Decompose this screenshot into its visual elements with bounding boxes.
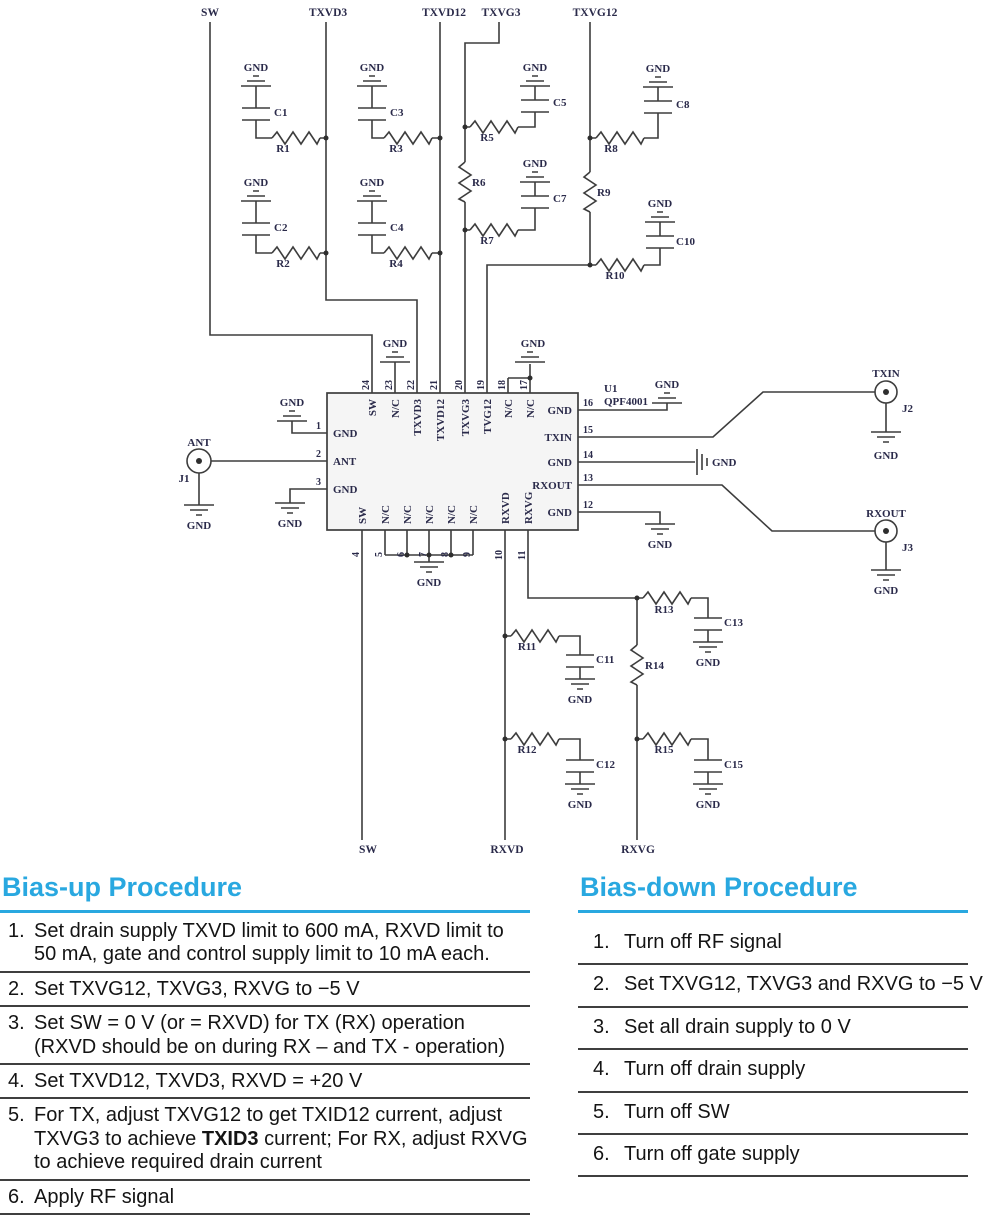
step-text: Set TXVG12, TXVG3 and RXVG to −5 V: [624, 973, 983, 996]
pin-number-21: 21: [429, 380, 440, 390]
ic-part: QPF4001: [604, 396, 648, 408]
gnd-label: GND: [520, 338, 546, 350]
resistor-r13: [643, 592, 691, 604]
pin-number-13: 13: [583, 473, 593, 484]
bias-up-step-6: [0, 1181, 530, 1215]
pin-name-12: GND: [547, 507, 572, 519]
pin-name-20: TXVG3: [460, 399, 472, 437]
ground-icon: [520, 172, 550, 182]
pin-number-4: 4: [351, 552, 362, 557]
connector-label-ant: ANT: [187, 437, 211, 449]
capacitor-c10: [646, 236, 674, 248]
step-text-bold: TXID3: [201, 1127, 259, 1150]
step-number: 2.: [8, 977, 25, 1000]
ground-icon: [184, 505, 214, 515]
bottom-label-rxvd: RXVD: [490, 844, 524, 856]
rc-network-wires: [256, 86, 660, 265]
step-text: Set drain supply TXVD limit to 600 mA, RXVD limit to 50 mA, gate and control supply limit to 10 mA each.: [34, 920, 504, 966]
pin-name-2: ANT: [333, 456, 357, 468]
res-label-r5: R5: [480, 132, 494, 144]
pin-number-22: 22: [406, 380, 417, 390]
pin-name-7: N/C: [424, 505, 436, 524]
step-text: Set TXVD12, TXVD3, RXVD = +20 V: [34, 1070, 363, 1092]
gnd-label: GND: [416, 577, 442, 589]
cap-label-c5: C5: [553, 97, 567, 109]
cap-label-c1: C1: [274, 107, 288, 119]
cap-label-c4: C4: [390, 222, 404, 234]
cap-label-c11: C11: [596, 654, 615, 666]
pin-name-18: N/C: [503, 399, 515, 418]
pin-name-16: GND: [547, 405, 572, 417]
ground-icon: [871, 570, 901, 580]
bias-up-step-4: [0, 1065, 530, 1099]
bias-down-step-6: [578, 1135, 968, 1177]
capacitor-c11: [566, 655, 594, 667]
res-label-r13: R13: [654, 604, 674, 616]
res-label-r6: R6: [472, 177, 486, 189]
res-label-r12: R12: [517, 744, 537, 756]
resistor-r9: [584, 172, 596, 212]
step-text: Turn off drain supply: [624, 1058, 806, 1081]
pin-name-21: TXVD12: [435, 399, 447, 442]
bias-down-step-5: [578, 1093, 968, 1135]
gnd-label: GND: [654, 379, 680, 391]
res-label-r10: R10: [605, 270, 625, 282]
pin-number-18: 18: [497, 380, 508, 390]
gnd-label: GND: [645, 63, 671, 75]
supply-label-txvg3: TXVG3: [481, 7, 521, 19]
ground-icon: [693, 642, 723, 652]
step-text: Turn off SW: [624, 1100, 730, 1123]
connector-label-rxout: RXOUT: [866, 508, 906, 520]
ground-icon: [645, 524, 675, 534]
res-label-r4: R4: [389, 258, 403, 270]
step-text: [34, 1104, 530, 1174]
gnd-label: GND: [243, 177, 269, 189]
step-number: 5.: [8, 1104, 25, 1127]
cap-label-c2: C2: [274, 222, 288, 234]
ground-icon: [693, 784, 723, 794]
pin-number-17: 17: [519, 380, 530, 390]
bottom-label-rxvg: RXVG: [621, 844, 655, 856]
bias-up-procedure: [0, 872, 530, 1215]
gnd-label: GND: [522, 158, 548, 170]
ground-icon: [871, 432, 901, 442]
ground-icon: [277, 411, 307, 421]
pin-name-9: N/C: [468, 505, 480, 524]
cap-label-c10: C10: [676, 236, 695, 248]
gnd-label: GND: [186, 520, 212, 532]
gnd-label: GND: [567, 799, 593, 811]
pin-number-2: 2: [316, 449, 321, 460]
ground-icon: [241, 191, 271, 201]
pin-name-5: N/C: [380, 505, 392, 524]
connector-refdes-j3: J3: [902, 542, 913, 554]
pin-name-17: N/C: [525, 399, 537, 418]
pin-name-13: RXOUT: [532, 480, 572, 492]
res-label-r9: R9: [597, 187, 611, 199]
step-text-pre: For TX, adjust TXVG12 to get TXID12 current, adjust TXVG3 to achieve: [34, 1104, 503, 1150]
ground-icon: [645, 212, 675, 222]
gnd-label: GND: [695, 657, 721, 669]
supply-label-txvd3: TXVD3: [308, 7, 348, 19]
supply-label-txvg12: TXVG12: [572, 7, 618, 19]
supply-label-sw: SW: [201, 7, 219, 19]
gnd-label: GND: [873, 450, 899, 462]
pin-number-12: 12: [583, 500, 593, 511]
gnd-label: GND: [712, 457, 737, 469]
bias-down-step-1: [578, 923, 968, 965]
step-text-post: current; For RX, adjust RXVG to achieve required drain current: [34, 1127, 528, 1174]
bias-up-step-3: [0, 1007, 530, 1065]
step-number: 6.: [593, 1143, 610, 1165]
gnd-label: GND: [567, 694, 593, 706]
pin-number-5: 5: [374, 552, 385, 557]
resistor-r8: [596, 132, 644, 144]
res-label-r2: R2: [276, 258, 290, 270]
step-text: Turn off RF signal: [624, 931, 782, 954]
bias-up-step-2: [0, 973, 530, 1007]
gnd-label: GND: [277, 518, 303, 530]
bias-up-step-5: [0, 1099, 530, 1180]
ground-icon: [357, 191, 387, 201]
resistor-r7: [470, 224, 518, 236]
ant-connector-pin: [196, 458, 202, 464]
resistor-r6: [459, 162, 471, 202]
gnd-label: GND: [647, 539, 673, 551]
gnd-label: GND: [359, 62, 385, 74]
step-number: 6.: [8, 1185, 25, 1208]
capacitor-c1: [242, 108, 270, 120]
step-number: 1.: [8, 920, 25, 943]
pin-number-24: 24: [361, 380, 372, 390]
pin-number-16: 16: [583, 398, 593, 409]
capacitor-c13: [694, 618, 722, 630]
cap-label-c13: C13: [724, 617, 743, 629]
capacitor-c3: [358, 108, 386, 120]
ground-icon: [515, 352, 545, 362]
gnd-label: GND: [279, 397, 305, 409]
step-number: 3.: [8, 1012, 25, 1035]
step-text: Set TXVG12, TXVG3, RXVG to −5 V: [34, 977, 360, 1000]
ground-icon: [414, 562, 444, 572]
step-text: Apply RF signal: [34, 1185, 175, 1208]
capacitor-c2: [242, 223, 270, 235]
step-text: Turn off gate supply: [624, 1143, 800, 1165]
pin-number-14: 14: [583, 450, 593, 461]
pin-number-7: 7: [418, 552, 429, 557]
bias-up-title-rule: [0, 910, 530, 913]
txin-connector-pin: [883, 389, 889, 395]
bias-down-step-4: [578, 1050, 968, 1092]
gnd-label: GND: [695, 799, 721, 811]
step-number: 1.: [593, 931, 610, 954]
bias-down-procedure: [578, 872, 983, 1177]
pin-name-1: GND: [333, 428, 358, 440]
step-number: 4.: [8, 1070, 25, 1092]
ground-icon: [643, 77, 673, 87]
pin-number-11: 11: [517, 550, 528, 560]
pin-name-14: GND: [547, 457, 572, 469]
capacitor-c4: [358, 223, 386, 235]
gnd-label: GND: [243, 62, 269, 74]
supply-label-txvd12: TXVD12: [421, 7, 467, 19]
pin-number-9: 9: [462, 552, 473, 557]
capacitor-c8: [644, 101, 672, 113]
pin-number-1: 1: [316, 421, 321, 432]
gnd-label: GND: [522, 62, 548, 74]
connector-refdes-j2: J2: [902, 403, 913, 415]
resistor-r14: [631, 645, 643, 685]
pin-name-24: SW: [367, 399, 379, 417]
step-text: Set all drain supply to 0 V: [624, 1015, 851, 1038]
pin-name-6: N/C: [402, 505, 414, 524]
bias-down-title-rule: [578, 910, 968, 913]
cap-label-c7: C7: [553, 193, 567, 205]
capacitor-c12: [566, 760, 594, 772]
ground-icon: [520, 76, 550, 86]
bias-down-steps: [578, 923, 983, 1177]
connector-label-txin: TXIN: [872, 368, 900, 380]
bias-up-steps: [0, 915, 530, 1215]
cap-label-c15: C15: [724, 759, 743, 771]
res-label-r15: R15: [654, 744, 674, 756]
connector-refdes-j1: J1: [178, 473, 190, 485]
cap-label-c8: C8: [676, 99, 690, 111]
pin-number-6: 6: [396, 552, 407, 557]
rxout-connector-pin: [883, 528, 889, 534]
ground-icon: [275, 503, 305, 513]
pin-name-22: TXVD3: [412, 399, 424, 436]
pin-name-4: SW: [357, 506, 369, 524]
pin-number-8: 8: [440, 552, 451, 557]
pin-number-10: 10: [494, 550, 505, 560]
ground-icon: [357, 76, 387, 86]
pin-number-15: 15: [583, 425, 593, 436]
res-label-r1: R1: [276, 143, 290, 155]
pin-number-20: 20: [454, 380, 465, 390]
pin-name-3: GND: [333, 484, 358, 496]
bias-down-step-2: [578, 965, 983, 1007]
pin-number-23: 23: [384, 380, 395, 390]
resistor-r5: [470, 121, 518, 133]
capacitor-c15: [694, 760, 722, 772]
cap-label-c12: C12: [596, 759, 615, 771]
pin-name-19: TVG12: [482, 399, 494, 434]
pin-name-15: TXIN: [544, 432, 572, 444]
gnd-label: GND: [647, 198, 673, 210]
bottom-label-sw: SW: [359, 844, 377, 856]
gnd-label: GND: [873, 585, 899, 597]
gnd-label: GND: [359, 177, 385, 189]
step-number: 3.: [593, 1015, 610, 1038]
bias-up-title: Bias-up Procedure: [2, 872, 243, 902]
ground-icon: [652, 393, 682, 403]
res-label-r11: R11: [517, 641, 537, 653]
bias-down-title: Bias-down Procedure: [580, 872, 858, 902]
res-label-r7: R7: [480, 235, 494, 247]
res-label-r3: R3: [389, 143, 403, 155]
step-number: 5.: [593, 1100, 610, 1123]
bias-down-step-3: [578, 1008, 968, 1050]
res-label-r14: R14: [645, 660, 664, 672]
pin-name-23: N/C: [390, 399, 402, 418]
bias-up-step-1: [0, 915, 530, 973]
pin-name-10: RXVD: [500, 492, 512, 524]
ground-icon: [565, 784, 595, 794]
cap-label-c3: C3: [390, 107, 404, 119]
pin-name-11: RXVG: [523, 491, 535, 524]
step-number: 4.: [593, 1058, 610, 1081]
res-label-r8: R8: [604, 143, 618, 155]
ic-refdes: U1: [604, 383, 618, 395]
ground-icon: [241, 76, 271, 86]
pin-name-8: N/C: [446, 505, 458, 524]
ground-icon: [380, 352, 410, 362]
step-text: Set SW = 0 V (or = RXVD) for TX (RX) operation (RXVD should be on during RX – and TX - operation): [34, 1012, 506, 1058]
ground-icon: [565, 679, 595, 689]
pin-number-3: 3: [316, 477, 321, 488]
gnd-label: GND: [382, 338, 408, 350]
capacitor-c5: [521, 100, 549, 112]
step-number: 2.: [593, 973, 610, 996]
capacitor-c7: [521, 196, 549, 208]
pin-number-19: 19: [476, 380, 487, 390]
